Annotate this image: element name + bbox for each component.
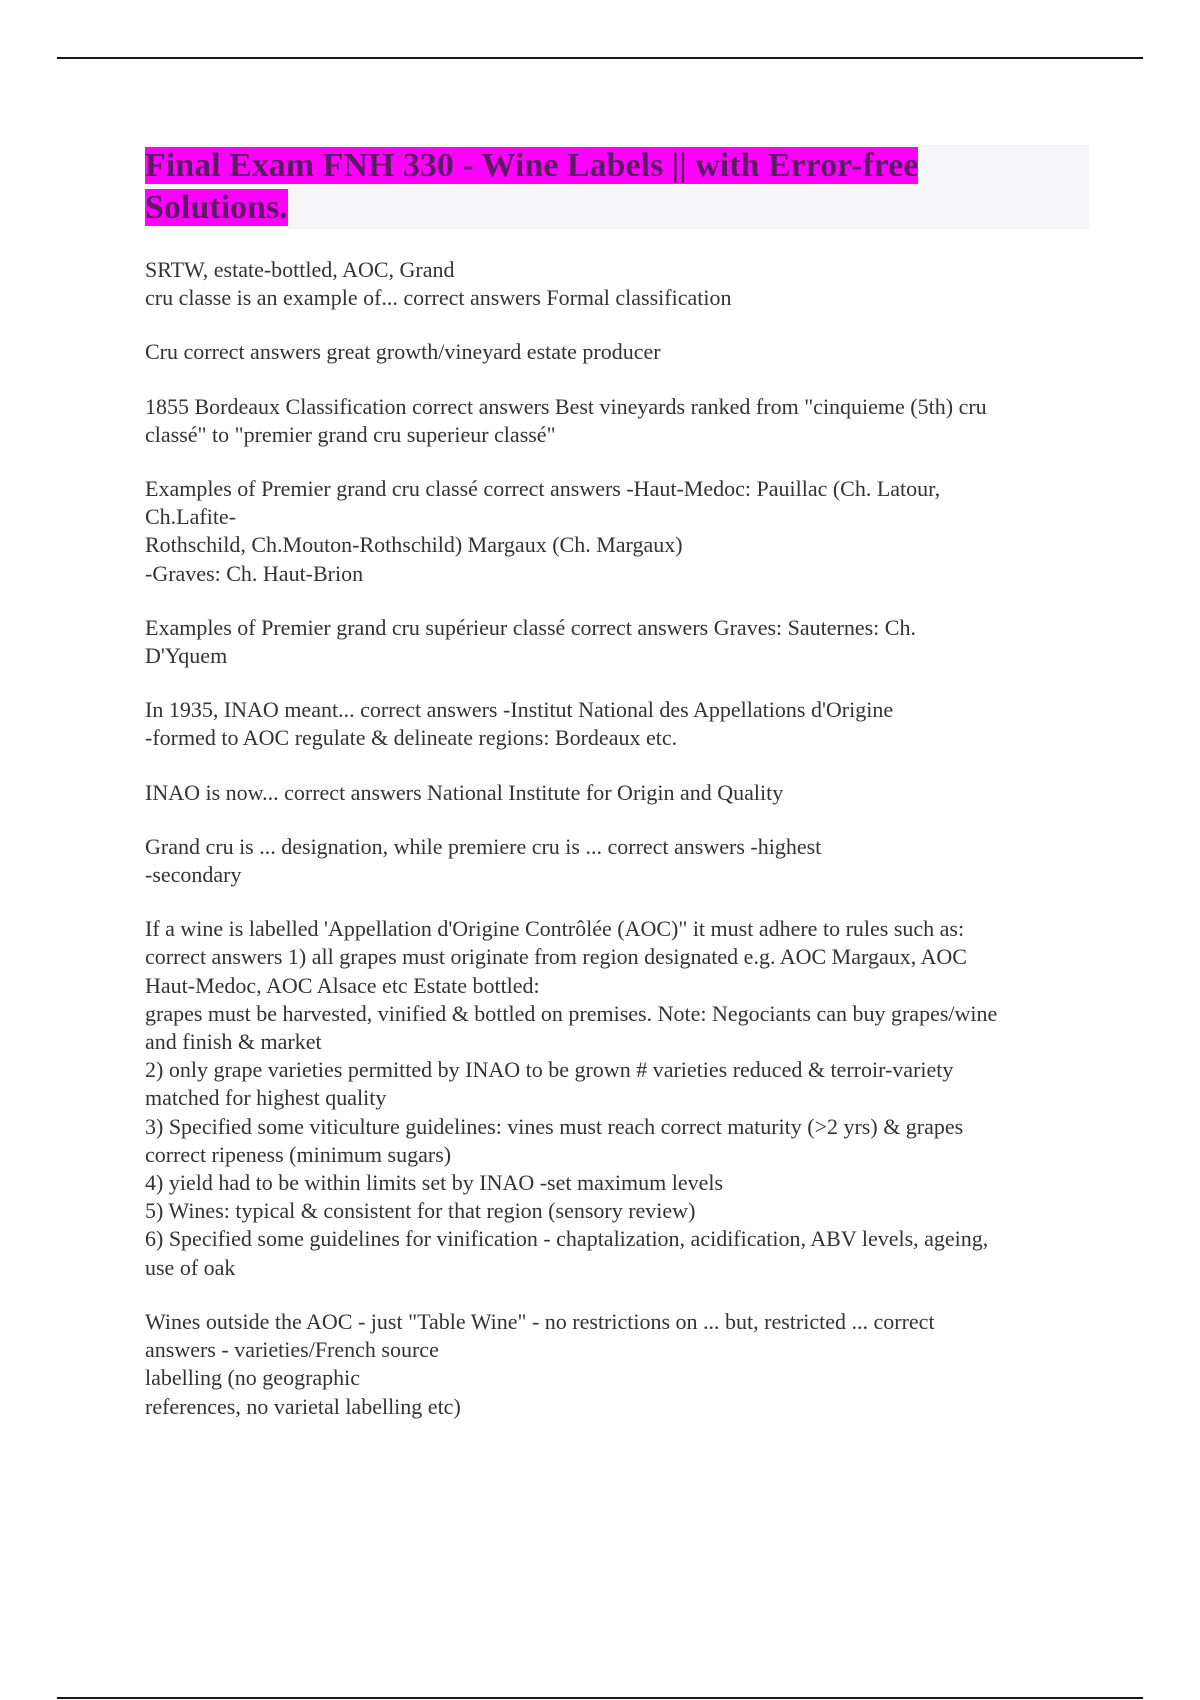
document-body [145,256,1085,1447]
qa-line: 4) yield had to be within limits set by INAO -set maximum levels [145,1170,724,1196]
qa-line: correct answers 1) all grapes must originate from region designated e.g. AOC Margaux, AOC [145,944,967,970]
qa-line: answers - varieties/French source [145,1337,439,1363]
qa-item [145,833,1085,889]
qa-item [145,256,1085,312]
qa-line: INAO is now... correct answers National Institute for Origin and Quality [145,779,784,805]
qa-line: grapes must be harvested, vinified & bottled on premises. Note: Negociants can buy grapes/wine [145,1000,998,1026]
qa-item [145,338,1085,366]
qa-line: Grand cru is ... designation, while premiere cru is ... correct answers -highest [145,833,822,859]
qa-line: Cru correct answers great growth/vineyard estate producer [145,339,661,365]
qa-line: Rothschild, Ch.Mouton-Rothschild) Margaux (Ch. Margaux) [145,532,683,558]
qa-item [145,779,1085,807]
title-box [145,145,1089,229]
qa-line: If a wine is labelled 'Appellation d'Origine Contrôlée (AOC)" it must adhere to rules such as: [145,916,965,942]
qa-line: Wines outside the AOC - just "Table Wine" - no restrictions on ... but, restricted ... correct [145,1308,935,1334]
qa-line: 5) Wines: typical & consistent for that region (sensory review) [145,1198,696,1224]
title-line: Solutions. [145,189,288,226]
qa-line: In 1935, INAO meant... correct answers -Institut National des Appellations d'Origine [145,697,894,723]
qa-line: D'Yquem [145,643,228,669]
qa-line: 1855 Bordeaux Classification correct answers Best vineyards ranked from "cinquieme (5th) cru [145,393,987,419]
qa-item [145,475,1085,588]
qa-item [145,696,1085,752]
qa-line: 3) Specified some viticulture guidelines: vines must reach correct maturity (>2 yrs) & grapes [145,1113,964,1139]
qa-line: SRTW, estate-bottled, AOC, Grand [145,257,455,282]
qa-line: Examples of Premier grand cru supérieur classé correct answers Graves: Sauternes: Ch. [145,614,916,640]
qa-line: matched for highest quality [145,1085,387,1111]
qa-line: -formed to AOC regulate & delineate regions: Bordeaux etc. [145,725,678,751]
qa-line: use of oak [145,1254,236,1280]
qa-line: 6) Specified some guidelines for vinification - chaptalization, acidification, ABV levels, ageing, [145,1226,989,1252]
qa-item [145,614,1085,670]
qa-line: and finish & market [145,1029,322,1055]
qa-item [145,1308,1085,1421]
title-line: Final Exam FNH 330 - Wine Labels || with Error-free [145,147,919,184]
qa-line: classé" to "premier grand cru superieur classé" [145,421,556,447]
footer-rule [57,1697,1143,1699]
qa-line: references, no varietal labelling etc) [145,1393,461,1419]
qa-item [145,393,1085,449]
title-highlight [145,147,918,226]
qa-item [145,915,1085,1282]
qa-line: -secondary [145,862,242,888]
qa-line: Examples of Premier grand cru classé correct answers -Haut-Medoc: Pauillac (Ch. Latour, [145,476,941,502]
qa-line: labelling (no geographic [145,1365,361,1391]
header-rule [57,57,1143,59]
qa-line: Haut-Medoc, AOC Alsace etc Estate bottled: [145,972,540,998]
qa-line: cru classe is an example of... correct answers Formal classification [145,285,732,311]
qa-line: Ch.Lafite- [145,504,237,530]
qa-line: 2) only grape varieties permitted by INAO to be grown # varieties reduced & terroir-variety [145,1057,954,1083]
qa-line: -Graves: Ch. Haut-Brion [145,560,364,586]
qa-line: correct ripeness (minimum sugars) [145,1141,452,1167]
document-title [145,145,1089,229]
